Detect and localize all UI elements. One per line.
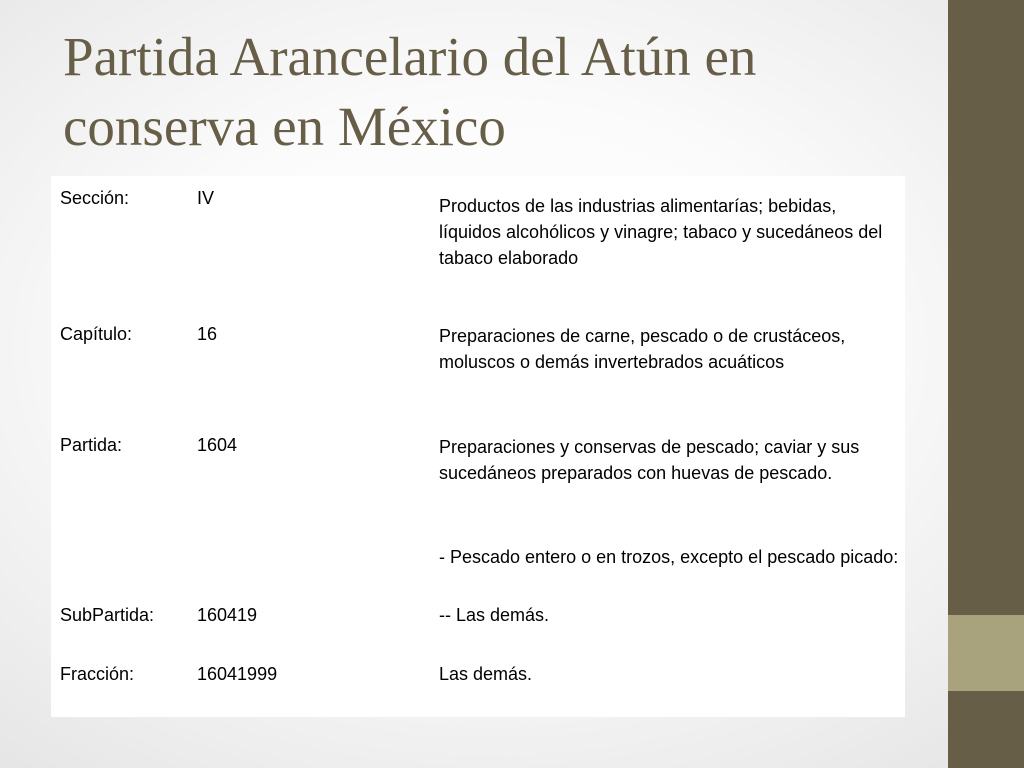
row-code: 1604 — [197, 435, 238, 455]
row-description: - Pescado entero o en trozos, excepto el pescado picado: — [439, 547, 899, 567]
row-code: 160419 — [197, 605, 258, 625]
row-description: Productos de las industrias alimentarías; bebidas, líquidos alcohólicos y vinagre; tabaco y sucedáneos del tabaco elaborado — [439, 196, 883, 268]
row-description: Preparaciones y conservas de pescado; caviar y sus sucedáneos preparados con huevas de pescado. — [439, 437, 860, 483]
row-label: Partida: — [60, 435, 123, 455]
tariff-table — [51, 176, 905, 717]
row-description: -- Las demás. — [439, 605, 550, 625]
row-label: Capítulo: — [60, 324, 133, 344]
row-code: IV — [197, 188, 215, 208]
side-accent-block — [948, 615, 1024, 691]
row-description: Preparaciones de carne, pescado o de crustáceos, moluscos o demás invertebrados acuáticos — [439, 326, 846, 372]
row-label: Sección: — [60, 188, 130, 208]
row-code: 16041999 — [197, 664, 278, 684]
row-label: Fracción: — [60, 664, 135, 684]
row-description: Las demás. — [439, 664, 533, 684]
slide-title: Partida Arancelario del Atún en conserva en México — [63, 26, 757, 157]
row-code: 16 — [197, 324, 218, 344]
row-label: SubPartida: — [60, 605, 155, 625]
